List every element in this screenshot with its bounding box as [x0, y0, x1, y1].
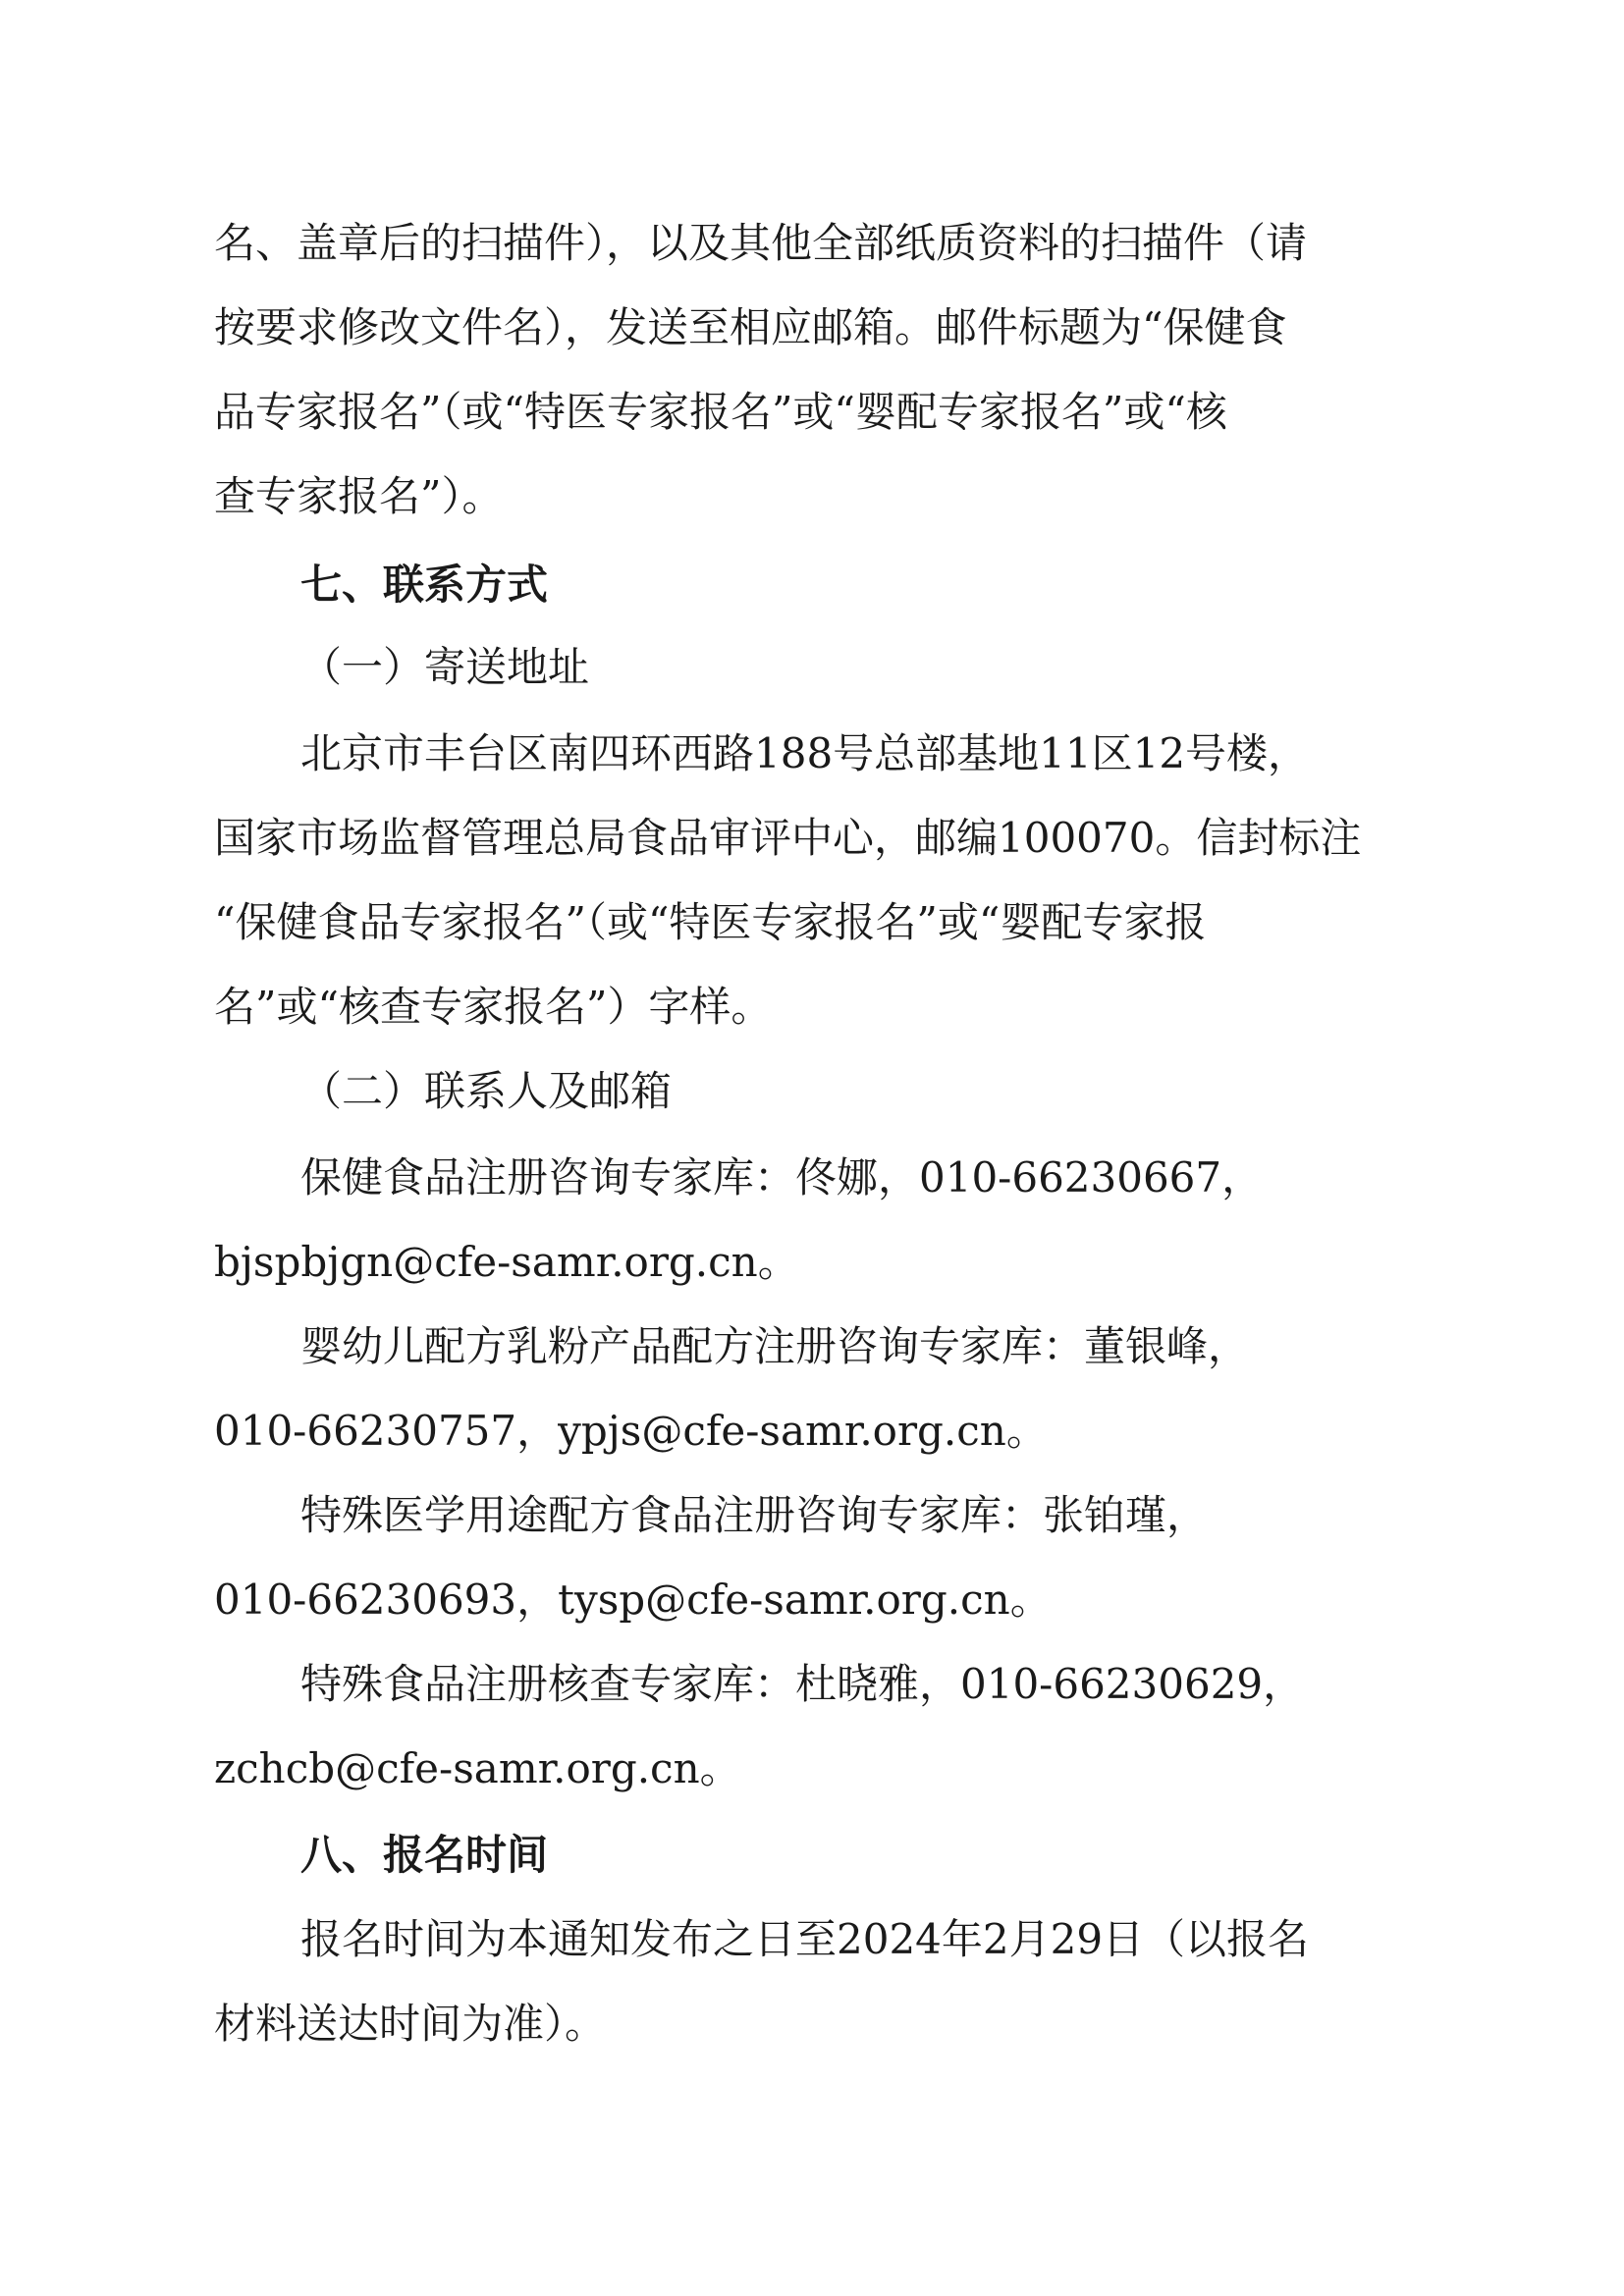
paragraph-line: [0, 1148, 1624, 1207]
line-text: “保健食品专家报名”（或“特医专家报名”或“婴配专家报: [214, 898, 1207, 946]
line-text: bjspbjgn@cfe-samr.org.cn。: [214, 1238, 799, 1286]
paragraph-line: [0, 724, 1624, 783]
line-text: 按要求修改文件名），发送至相应邮箱。邮件标题为“保健食: [214, 303, 1287, 351]
line-text: 名、盖章后的扫描件），以及其他全部纸质资料的扫描件（请: [214, 219, 1308, 267]
line-text: 010-66230757，ypjs@cfe-samr.org.cn。: [214, 1407, 1048, 1455]
line-text: 查专家报名”）。: [214, 472, 504, 520]
line-text: 010-66230693，tysp@cfe-samr.org.cn。: [214, 1575, 1052, 1624]
paragraph-line: [0, 1233, 1624, 1292]
paragraph-line: [0, 1655, 1624, 1714]
section-heading-text: 七、联系方式: [300, 561, 549, 609]
line-text: 材料送达时间为准）。: [214, 2000, 607, 2048]
paragraph-line: [0, 893, 1624, 952]
paragraph-line: [0, 1739, 1624, 1798]
subsection-heading-text: （二）联系人及邮箱: [300, 1067, 673, 1115]
paragraph-line: [0, 383, 1624, 442]
line-text: 品专家报名”（或“特医专家报名”或“婴配专家报名”或“核: [214, 388, 1227, 436]
paragraph-line: [0, 467, 1624, 526]
line-text: zchcb@cfe-samr.org.cn。: [214, 1744, 741, 1792]
line-text: 名”或“核查专家报名”）字样。: [214, 983, 773, 1031]
paragraph-line: [0, 1486, 1624, 1545]
subsection-heading-text: （一）寄送地址: [300, 643, 590, 691]
paragraph-line: [0, 1571, 1624, 1629]
line-text: 国家市场监督管理总局食品审评中心，邮编100070。信封标注: [214, 814, 1362, 862]
paragraph-line: [0, 978, 1624, 1037]
paragraph-line: [0, 214, 1624, 273]
section-heading-text: 八、报名时间: [300, 1831, 549, 1879]
paragraph-line: [0, 1317, 1624, 1376]
section-heading-registration-time: [0, 1826, 1624, 1885]
line-text: 保健食品注册咨询专家库：佟娜，010-66230667，: [300, 1153, 1264, 1201]
paragraph-line: [0, 1995, 1624, 2054]
paragraph-line: [0, 1402, 1624, 1461]
line-text: 婴幼儿配方乳粉产品配方注册咨询专家库：董银峰，: [300, 1322, 1250, 1370]
section-heading-contact: [0, 556, 1624, 614]
line-text: 北京市丰台区南四环西路188号总部基地11区12号楼，: [300, 729, 1310, 777]
subsection-heading-address: [0, 638, 1624, 697]
line-text: 报名时间为本通知发布之日至2024年2月29日（以报名: [300, 1915, 1310, 1963]
line-text: 特殊医学用途配方食品注册咨询专家库：张铂瑾，: [300, 1491, 1209, 1539]
paragraph-line: [0, 1910, 1624, 1969]
subsection-heading-contacts: [0, 1062, 1624, 1121]
paragraph-line: [0, 298, 1624, 357]
line-text: 特殊食品注册核查专家库：杜晓雅，010-66230629，: [300, 1660, 1305, 1708]
paragraph-line: [0, 809, 1624, 868]
